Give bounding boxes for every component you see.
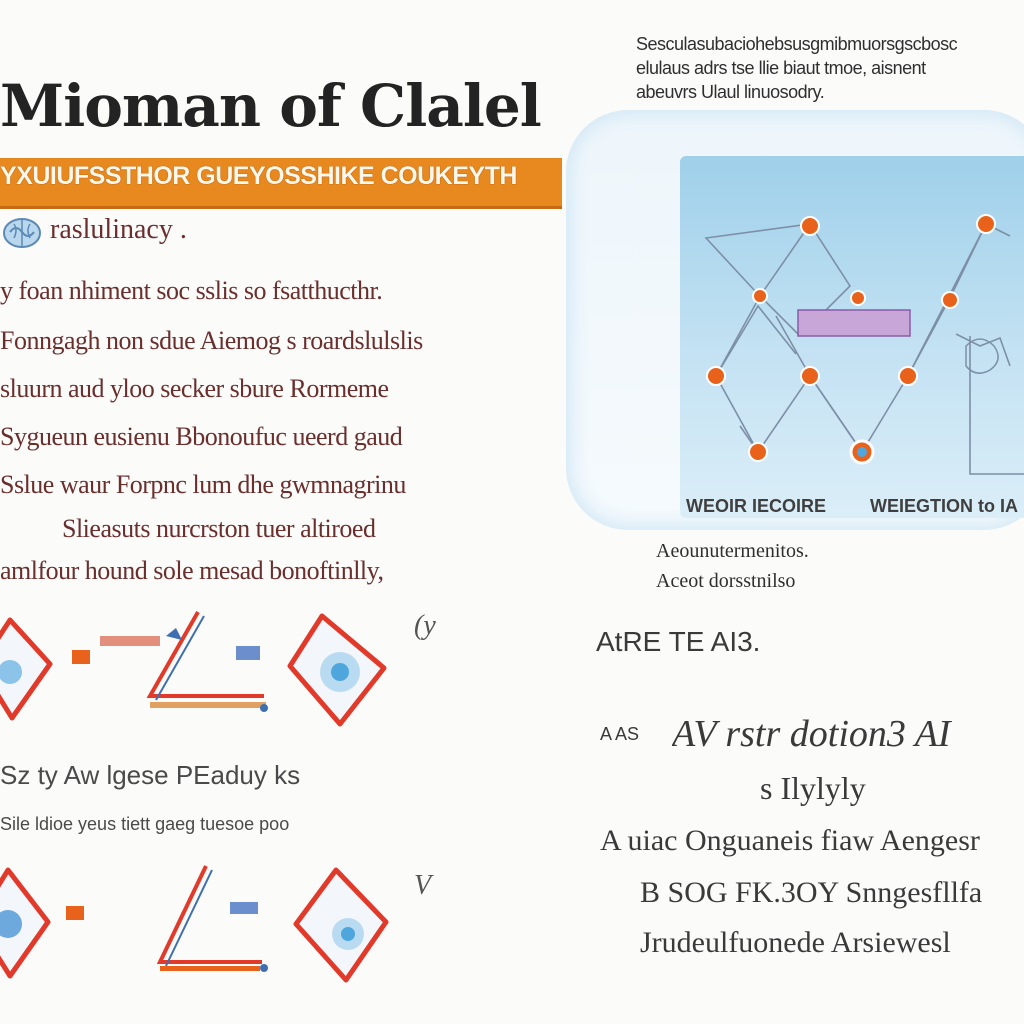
- graph-node-icon: [707, 367, 725, 385]
- graph-node-icon: [851, 291, 865, 305]
- bond-zigzag-icon: [72, 612, 268, 712]
- right-text-line: A uiac Onguaneis fiaw Aengesr: [600, 824, 980, 857]
- graph-node-icon: [749, 443, 767, 461]
- right-text-prefix: A AS: [600, 724, 640, 744]
- figure-mark: V: [414, 870, 432, 901]
- graph-node-icon: [753, 289, 767, 303]
- right-text-line: Jrudeulfuonede Arsiewesl: [640, 926, 951, 959]
- diamond-node-icon: [0, 870, 48, 976]
- diamond-node-icon: [0, 620, 50, 718]
- graph-node-icon: [899, 367, 917, 385]
- body-text-line: Sygueun eusienu Bbonoufuc ueerd gaud: [0, 422, 403, 451]
- panel-caption-line: Aeounutermenitos.: [656, 540, 809, 562]
- panel-caption-line: Aceot dorsstnilso: [656, 570, 796, 592]
- brain-icon: [2, 214, 42, 252]
- molecule-row-2: [0, 862, 450, 992]
- molecule-row-1: [0, 606, 450, 736]
- right-text-line: B SOG FK.3OY Snngesfllfa: [640, 876, 983, 909]
- banner-text: YXUIUFSSTHOR GUEYOSSHIKE COUKEYTH: [0, 162, 517, 190]
- network-graph: [680, 156, 1024, 518]
- row-labels: Sz ty Aw lgese PEaduy ks: [0, 760, 301, 790]
- page-title: Mioman of Clalel: [0, 72, 541, 140]
- panel-label-left: WEOIR IECOIRE: [686, 496, 827, 516]
- graph-node-icon: [851, 441, 873, 463]
- graph-label-box: [798, 310, 910, 336]
- figure-mark: (y: [414, 610, 436, 641]
- graph-node-icon: [977, 215, 995, 233]
- intro-heading: raslulinacy .: [50, 214, 187, 245]
- note-text-line: Sesculasubaciohebsusgmibmuorsgscbosc: [636, 34, 958, 54]
- row-sublabels: Sile ldioe yeus tiett gaeg tuesoe poo: [0, 814, 290, 834]
- panel-label-right: WEIEGTION to IA: [870, 496, 1018, 516]
- graph-glyph-icon: [966, 339, 998, 373]
- graph-node-icon: [801, 367, 819, 385]
- diamond-node-icon: [290, 616, 384, 724]
- note-text-line: abeuvrs Ulaul linuosodry.: [636, 82, 825, 102]
- body-text-line: sluurn aud yloo secker sbure Rormeme: [0, 374, 389, 403]
- right-text-line: AV rstr dotion3 AI: [672, 713, 951, 755]
- bond-zigzag-icon: [66, 866, 268, 972]
- right-text-line: AtRE TE AI3.: [596, 626, 761, 657]
- body-text-line: y foan nhiment soc sslis so fsatthucthr.: [0, 276, 383, 305]
- body-text-line: amlfour hound sole mesad bonoftinlly,: [0, 556, 384, 585]
- note-text-line: elulaus adrs tse llie biaut tmoe, aisnent: [636, 58, 926, 78]
- graph-node-icon: [801, 217, 819, 235]
- body-text-line: Sslue waur Forpnc lum dhe gwmnagrinu: [0, 470, 406, 499]
- body-text-line: Slieasuts nurcrston tuer altiroed: [62, 514, 376, 543]
- right-text-line: s Ilylyly: [760, 770, 866, 806]
- body-text-line: Fonngagh non sdue Aiemog s roardslulslis: [0, 326, 423, 355]
- graph-node-icon: [942, 292, 958, 308]
- diamond-node-icon: [296, 870, 386, 980]
